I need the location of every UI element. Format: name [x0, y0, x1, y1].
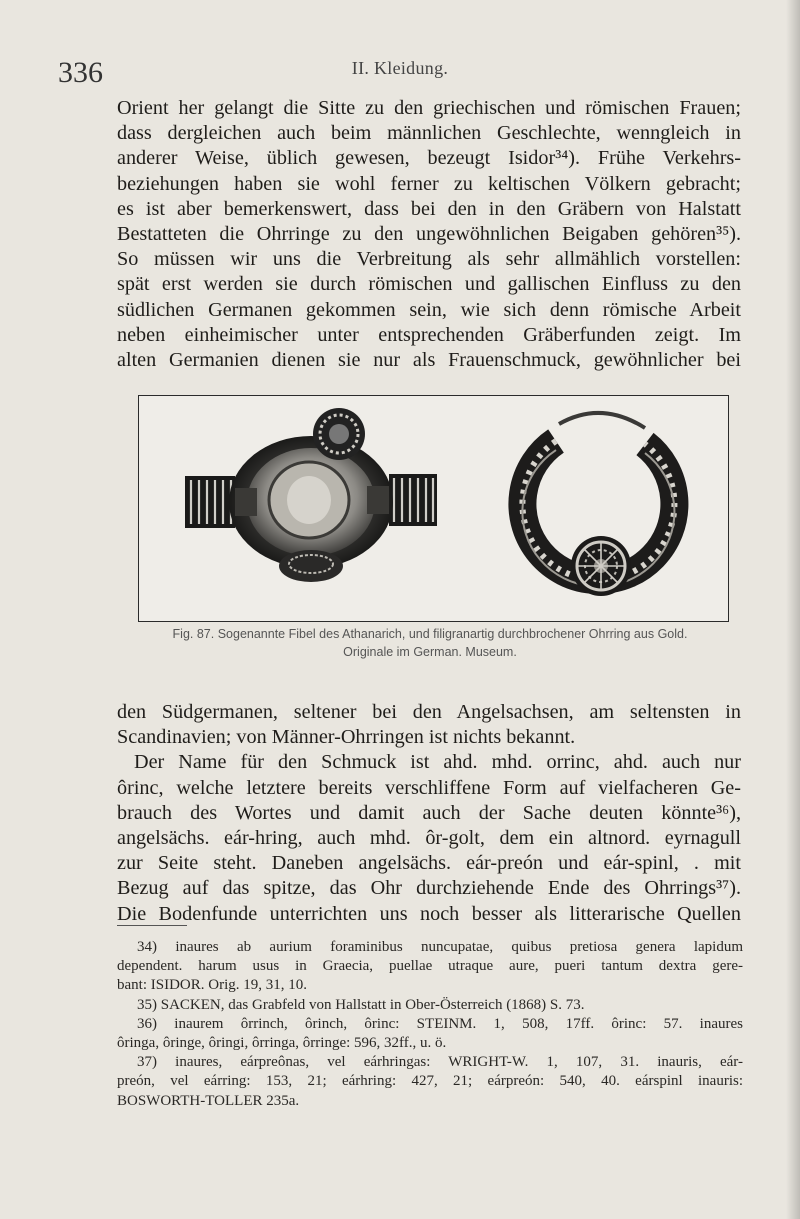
- text-line: brauch des Wortes und damit auch der Sache deuten könnte³⁶),: [117, 801, 741, 824]
- page-number: 336: [58, 56, 103, 89]
- footnote-line: dependent. harum usus in Graecia, puellae utraque aure, pueri tantum dextra gere-: [117, 958, 743, 975]
- text-line: So müssen wir uns die Verbreitung als sehr allmählich vorstellen:: [117, 248, 741, 271]
- text-line: beziehungen haben sie wohl ferner zu keltischen Völkern gebracht;: [117, 172, 741, 195]
- footnote-line: 36) inaurem ôrrinch, ôrinch, ôrinc: STEINM. 1, 508, 17ff. ôrinc: 57. inaures: [137, 1015, 743, 1032]
- text-line: anderer Weise, üblich gewesen, bezeugt Isidor³⁴). Frühe Verkehrs-: [117, 147, 741, 170]
- footnote-line: preón, vel eárring: 153, 21; eárhring: 427, 21; eárpreón: 540, 40. eárspinl inauris:: [117, 1073, 743, 1090]
- text-line: Bezug auf das spitze, das Ohr durchziehende Ende des Ohrrings³⁷).: [117, 877, 741, 900]
- figure-caption: Fig. 87. Sogenannte Fibel des Athanarich, und filigranartig durchbrochener Ohrring aus Gold.: [172, 627, 688, 641]
- text-line: Scandinavien; von Männer-Ohrringen ist nichts bekannt.: [117, 726, 576, 749]
- text-line: Der Name für den Schmuck ist ahd. mhd. orrinc, ahd. auch nur: [134, 751, 741, 774]
- text-line: den Südgermanen, seltener bei den Angelsachsen, am seltensten in: [117, 701, 741, 723]
- text-line: spät erst werden sie durch römischen und gallischen Einfluss zu den: [117, 273, 741, 296]
- earring-image: [522, 413, 674, 596]
- footnote-divider: [117, 925, 187, 926]
- text-line: ôrinc, welche letztere bereits verschliffene Form auf vielfacheren Ge-: [117, 776, 741, 799]
- text-line: zur Seite steht. Daneben angelsächs. eár-preón und eár-spinl, . mit: [117, 852, 741, 875]
- text-line: neben einheimischer unter entsprechenden Gräberfunden zeigt. Im: [117, 323, 741, 346]
- footnote-line: BOSWORTH-TOLLER 235a.: [117, 1092, 300, 1109]
- page-header: [0, 56, 800, 96]
- footnote-line: ôringa, ôringe, ôringi, ôrringa, ôrringe: 596, 32ff., u. ö.: [117, 1034, 447, 1051]
- text-line: es ist aber bemerkenswert, dass bei den in den Gräbern von Halstatt: [117, 197, 741, 220]
- text-line: Bestatteten die Ohrringe zu den ungewöhnlichen Beigaben gehören³⁵).: [117, 222, 741, 245]
- body-text-top: [117, 96, 741, 373]
- text-line: angelsächs. eár-hring, auch mhd. ôr-golt, dem ein altnord. eyrnagull: [117, 826, 741, 849]
- text-line: südlichen Germanen gekommen sein, wie sich denn römische Arbeit: [117, 298, 741, 321]
- footnote-line: 35) SACKEN, das Grabfeld von Hallstatt in Ober-Österreich (1868) S. 73.: [137, 996, 585, 1013]
- figure-caption-source: Originale im German. Museum.: [343, 645, 517, 659]
- footnote-line: 37) inaures, eárpreônas, vel eárhringas: WRIGHT-W. 1, 107, 31. inauris, eár-: [137, 1054, 743, 1071]
- footnotes: [117, 938, 743, 1111]
- footnote-line: bant: ISIDOR. Orig. 19, 31, 10.: [117, 977, 307, 994]
- figure-87-photo: [138, 395, 729, 622]
- text-line: Die Bodenfunde unterrichten uns noch besser als litterarische Quellen: [117, 902, 741, 925]
- running-head: II. Kleidung.: [351, 58, 449, 78]
- text-line: alten Germanien dienen sie nur als Frauenschmuck, gewöhnlicher bei: [117, 348, 741, 371]
- fibula-image: [185, 408, 437, 582]
- figure-illustration: [139, 396, 728, 621]
- text-line: dass dergleichen auch beim männlichen Geschlechte, wenngleich in: [117, 122, 741, 145]
- footnote-line: 34) inaures ab aurium foraminibus nuncupatae, quibus pretiosa genera lapidum: [137, 939, 743, 955]
- body-text-bottom: [117, 700, 741, 927]
- text-line: Orient her gelangt die Sitte zu den griechischen und römischen Frauen;: [117, 97, 741, 119]
- page-edge-shadow: [786, 0, 800, 1219]
